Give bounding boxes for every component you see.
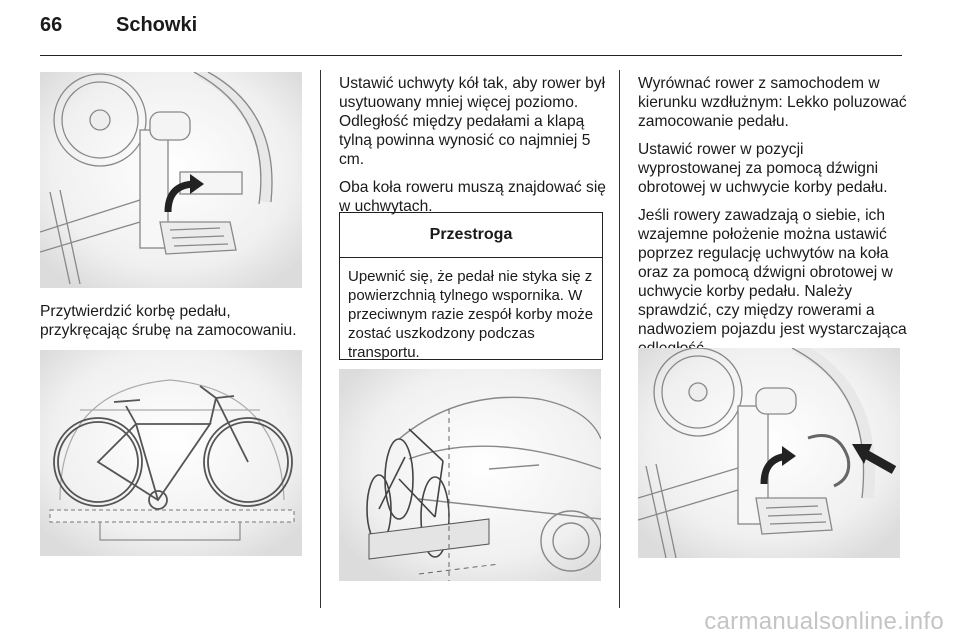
paragraph-upright-position: Ustawić rower w pozycji wyprostowanej za pomocą dźwigni obrotowej w uchwycie korby pedału. [638,141,888,196]
caution-box [339,212,603,360]
illustration-rotary-lever [638,348,900,558]
caution-title: Przestroga [340,213,602,258]
illustration-car-with-bikes [339,369,601,581]
column-divider-left [320,70,321,608]
header-rule [40,55,902,56]
paragraph-bikes-interfere: Jeśli rowery zawadzają o siebie, ich wzajemne położenie można ustawić poprzez regulację uchwytów na koła oraz za pomocą dźwigni obrotowej w uchwycie korby pedału. Należy sprawdzić, czy między rowerami a nadwoziem pojazdu jest wystarczająca [638,207,907,338]
illustration-pedal-crank-holder [40,72,302,288]
page-header [40,14,197,37]
column2-text [339,74,607,225]
paragraph-wheel-holders: Ustawić uchwyty kół tak, aby rower był usytuowany mniej więcej poziomo. Odległość między pedałami a klapą tylną powinna wynosić co najmniej 5 cm. [339,75,606,168]
caption-crank-fix: Przytwierdzić korbę pedału, przykręcając śrubę na zamocowaniu. [40,303,297,339]
paragraph-both-wheels: Oba koła roweru muszą znajdować się w uchwytach. [339,179,606,215]
watermark: carmanualsonline.info [704,608,944,635]
page-number: 66 [40,14,63,36]
section-title: Schowki [116,14,198,36]
column3-text [638,74,908,367]
paragraph-align-bike: Wyrównać rower z samochodem w kierunku wzdłużnym: Lekko poluzować zamocowanie pedału. [638,75,907,130]
illustration-bicycle-on-carrier [40,350,302,556]
caution-text: Upewnić się, że pedał nie styka się z powierzchnią tylnego wspornika. W przeciwnym razie zespół korby może zostać uszkodzony podczas transportu. [348,268,594,361]
column-divider-right [619,70,620,608]
